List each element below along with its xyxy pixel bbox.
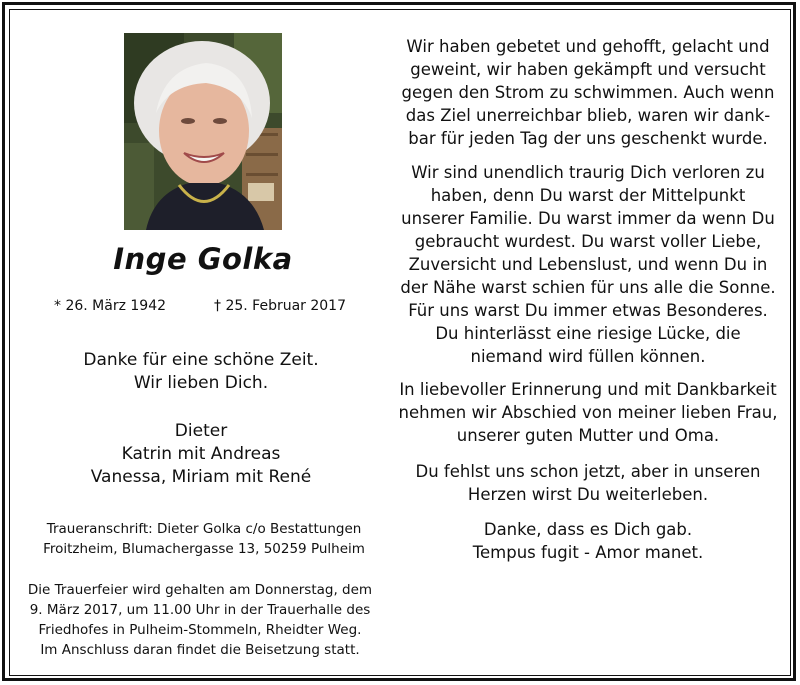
poem-line: niemand wird füllen können.: [470, 347, 706, 366]
poem-line: nehmen wir Abschied von meiner lieben Frau,: [398, 403, 778, 422]
poem-paragraph-4: [398, 460, 778, 506]
birth-date: * 26. März 1942: [54, 298, 167, 314]
poem-paragraph-1: [398, 35, 778, 150]
poem-line: Tempus fugit - Amor manet.: [472, 543, 704, 562]
poem-line: Du hinterlässt eine riesige Lücke, die: [435, 324, 741, 343]
poem-line: geweint, wir haben gekämpft und versucht: [410, 60, 766, 79]
poem-line: In liebevoller Erinnerung und mit Dankbarkeit: [399, 380, 777, 399]
address-line: Froitzheim, Blumachergasse 13, 50259 Pulheim: [43, 541, 365, 557]
mourning-address: [24, 519, 384, 559]
ceremony-line: Die Trauerfeier wird gehalten am Donnerstag, dem: [27, 582, 373, 598]
ceremony-line: Friedhofes in Pulheim-Stommeln, Rheidter Weg.: [38, 622, 362, 638]
family-member: Dieter: [174, 421, 228, 441]
family-member: Katrin mit Andreas: [121, 444, 281, 464]
thanks-message: [60, 349, 342, 395]
death-date: † 25. Februar 2017: [214, 298, 346, 314]
thanks-line: Wir lieben Dich.: [133, 373, 269, 393]
poem-line: Für uns warst Du immer etwas Besonderes.: [408, 301, 768, 320]
poem-line: Du fehlst uns schon jetzt, aber in unseren: [415, 462, 761, 481]
poem-paragraph-3: [398, 378, 778, 447]
poem-line: gegen den Strom zu schwimmen. Auch wenn: [401, 83, 775, 102]
ceremony-line: 9. März 2017, um 11.00 Uhr in der Trauerhalle des: [29, 602, 371, 618]
poem-line: unserer guten Mutter und Oma.: [456, 426, 720, 445]
poem-line: Wir haben gebetet und gehofft, gelacht und: [406, 37, 770, 56]
poem-line: Wir sind unendlich traurig Dich verloren zu: [411, 163, 765, 182]
poem-line: unserer Familie. Du warst immer da wenn Du: [401, 209, 775, 228]
poem-paragraph-2: [398, 161, 778, 368]
poem-line: Herzen wirst Du weiterleben.: [467, 485, 709, 504]
poem-line: bar für jeden Tag der uns geschenkt wurde.: [408, 129, 768, 148]
poem-line: Zuversicht und Lebenslust, und wenn Du in: [408, 255, 768, 274]
ceremony-notice: [12, 580, 388, 660]
thanks-line: Danke für eine schöne Zeit.: [83, 350, 319, 370]
ceremony-line: Im Anschluss daran findet die Beisetzung statt.: [40, 642, 360, 658]
portrait-photo: [124, 33, 282, 230]
poem-paragraph-5: [398, 518, 778, 564]
poem-line: gebraucht wurdest. Du warst voller Liebe,: [414, 232, 762, 251]
poem-line: haben, denn Du warst der Mittelpunkt: [430, 186, 746, 205]
family-signature: [60, 420, 342, 489]
deceased-name: Inge Golka: [113, 242, 293, 276]
poem-line: Danke, dass es Dich gab.: [483, 520, 693, 539]
poem-line: der Nähe warst schien für uns alle die Sonne.: [400, 278, 776, 297]
address-line: Traueranschrift: Dieter Golka c/o Bestattungen: [46, 521, 362, 537]
poem-line: das Ziel unerreichbar blieb, waren wir dank-: [405, 106, 771, 125]
family-member: Vanessa, Miriam mit René: [90, 467, 312, 487]
